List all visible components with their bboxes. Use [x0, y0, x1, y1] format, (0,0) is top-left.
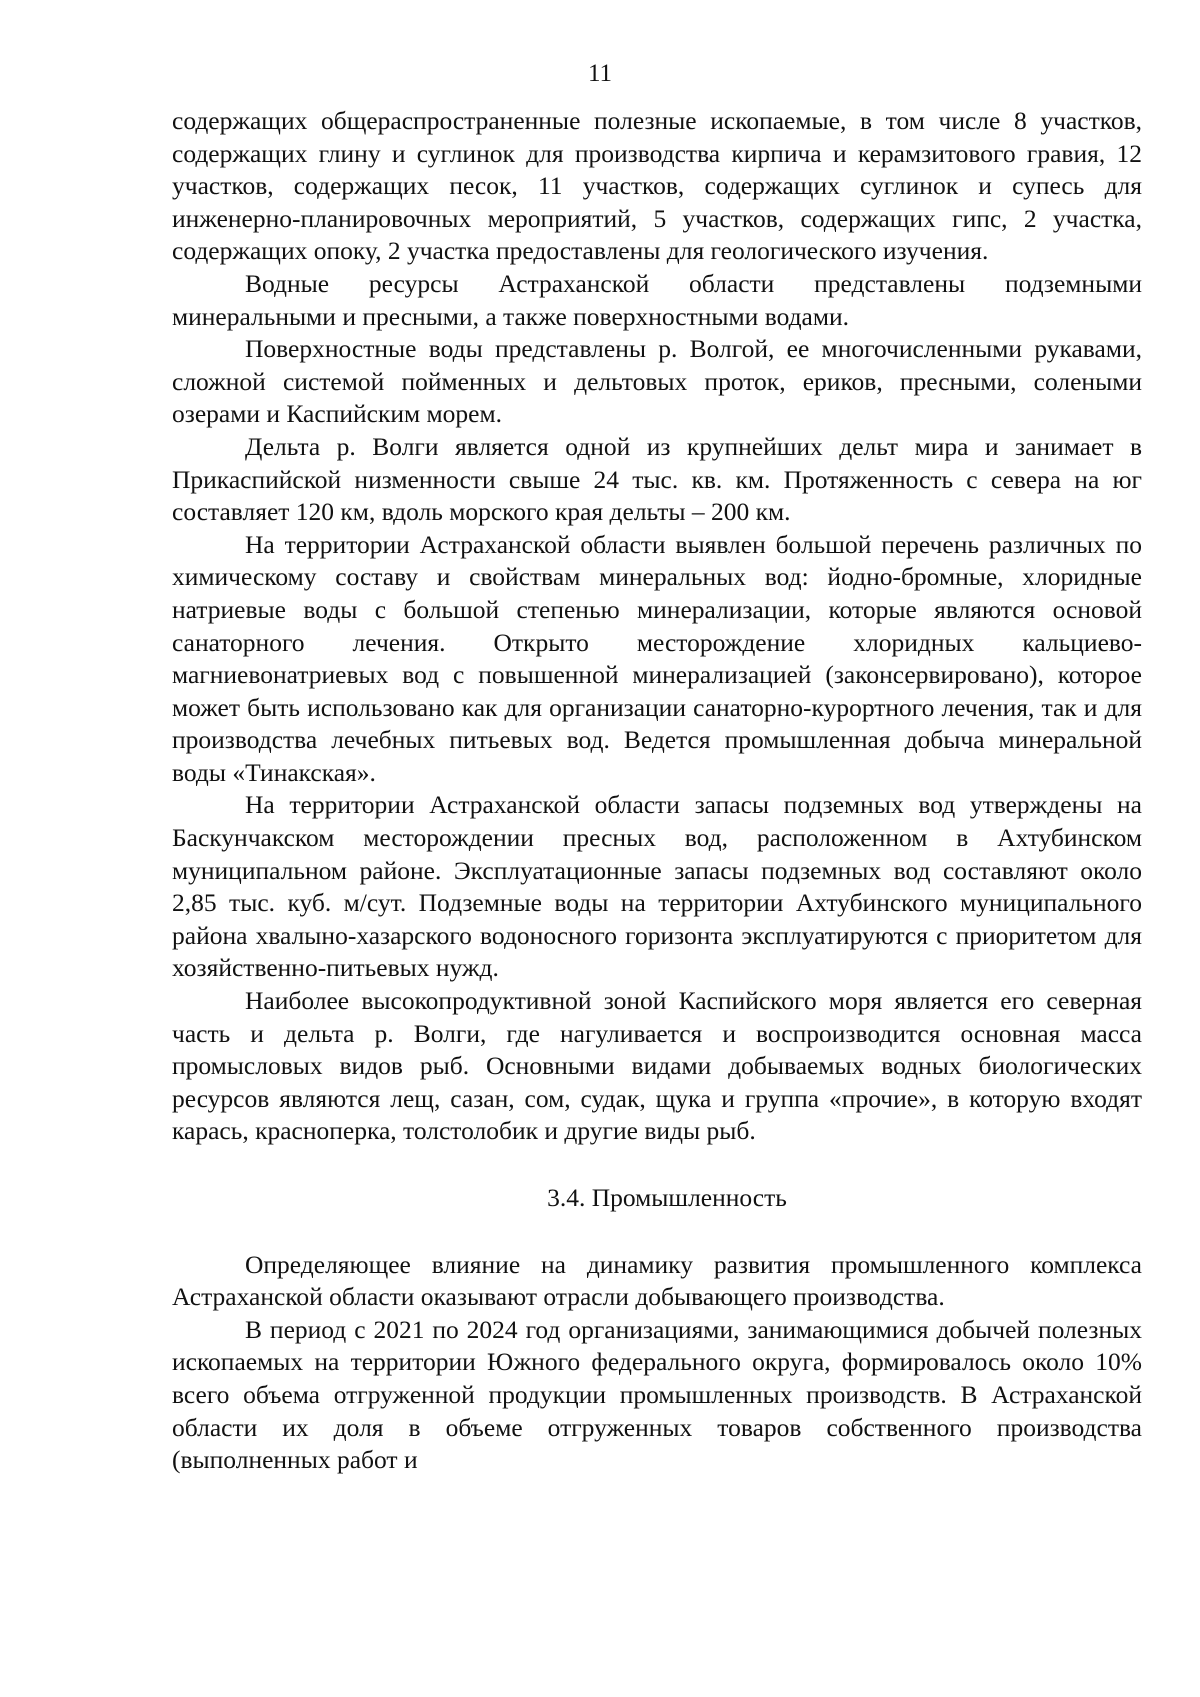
paragraph-groundwater: На территории Астраханской области запасы подземных вод утверждены на Баскунчакском месторождении пресных вод, расположенном в Ахтубинском муниципальном районе. Эксплуатационные запасы подземных вод составляют около 2,85 тыс. куб. м/сут. Подземные воды на территории Ахтубинского муниципального района хвалыно-хазарского водоносного горизонта эксплуатируются с приоритетом для хозяйственно-питьевых нужд. — [172, 790, 1142, 983]
paragraph-industry-influence: Определяющее влияние на динамику развития промышленного комплекса Астраханской области оказывают отрасли добывающего производства. — [172, 1249, 1142, 1312]
paragraph-mineral-waters: На территории Астраханской области выявлен большой перечень различных по химическому составу и свойствам минеральных вод: йодно-бромные, хлоридные натриевые воды с большой степенью минерализации, которые являются основой санаторного лечения. Открыто месторождение хлоридных кальциево-магниевонатриевых вод с повышенной минерализацией (законсервировано), которое может быть использовано как для организации санаторно-курортного лечения, так и для производства лечебных питьевых вод. Ведется промышленная добыча минеральной воды «Тинакская». — [172, 529, 1142, 787]
paragraph-caspian-fish: Наиболее высокопродуктивной зоной Каспийского моря является его северная часть и дельта р. Волги, где нагуливается и воспроизводится основная масса промысловых видов рыб. Основными видами добываемых водных биологических ресурсов являются лещ, сазан, сом, судак, щука и группа «прочие», в которую входят карась, красноперка, толстолобик и другие виды рыб. — [172, 986, 1142, 1146]
document-body — [172, 105, 1142, 1477]
paragraph-continuation: содержащих общераспространенные полезные ископаемые, в том числе 8 участков, содержащих глину и суглинок для производства кирпича и керамзитового гравия, 12 участков, содержащих песок, 11 участков, содержащих суглинок и супесь для инженерно-планировочных мероприятий, 5 участков, содержащих гипс, 2 участка, содержащих опоку, 2 участка предоставлены для геологического изучения. — [172, 106, 1142, 266]
page-number: 11 — [587, 60, 613, 87]
section-heading: 3.4. Промышленность — [547, 1183, 787, 1212]
paragraph-water-resources: Водные ресурсы Астраханской области представлены подземными минеральными и пресными, а также поверхностными водами. — [172, 268, 1142, 331]
paragraph-surface-waters: Поверхностные воды представлены р. Волгой, ее многочисленными рукавами, сложной системой пойменных и дельтовых проток, ериков, пресными, солеными озерами и Каспийским морем. — [172, 334, 1142, 429]
paragraph-volga-delta: Дельта р. Волги является одной из крупнейших дельт мира и занимает в Прикаспийской низменности свыше 24 тыс. кв. км. Протяженность с севера на юг составляет 120 км, вдоль морского края дельты – 200 км. — [172, 431, 1142, 527]
paragraph-mining-share: В период с 2021 по 2024 год организациями, занимающимися добычей полезных ископаемых на территории Южного федерального округа, формировалось около 10% всего объема отгруженной продукции промышленных производств. В Астраханской области их доля в объеме отгруженных товаров собственного производства (выполненных работ и — [172, 1314, 1142, 1475]
